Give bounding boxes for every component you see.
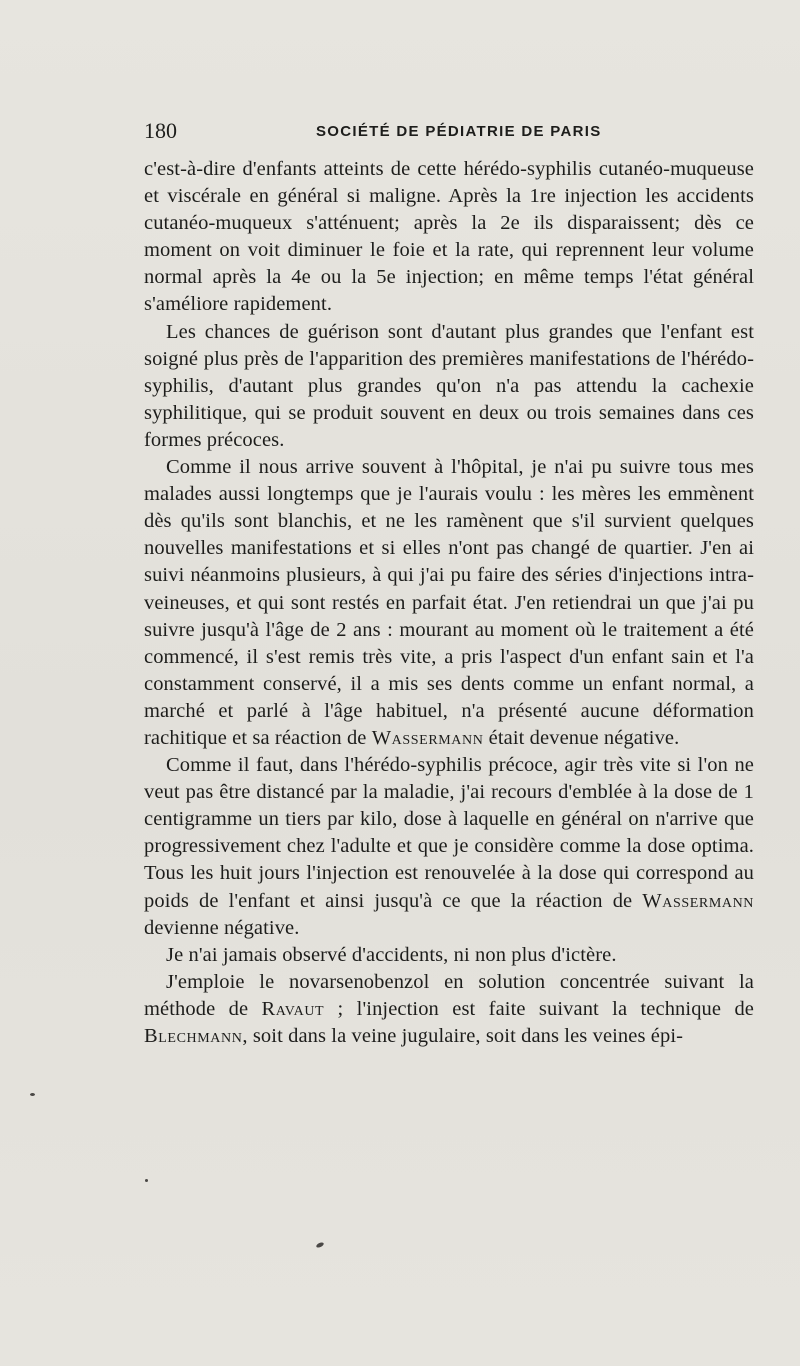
paragraph-2	[144, 319, 754, 454]
paragraph-2-text: Les chances de guérison sont d'autant plus grandes que l'enfant est soigné plus près de l'apparition des premières manifestations de l'hérédo-syphilis, d'autant plus grandes qu'on n'a pas attendu la cachexie syphilitique, qui se produit souvent en deux ou trois semaines dans ces formes précoces.	[144, 320, 754, 451]
paragraph-1	[144, 156, 754, 319]
paragraph-6-text-a: J'emploie le novarsenobenzol en solution concentrée suivant la méthode de	[144, 970, 754, 1020]
page-header	[144, 118, 754, 144]
paragraph-3-text-a: Comme il nous arrive souvent à l'hôpital, je n'ai pu suivre tous mes malades aussi longtemps que je l'aurais voulu : les mères les emmènent dès qu'ils sont blanchis, et ne les ramènent que s'il survient quelques nouvelles manifestations et si elles n'ont pas changé de quartier. J'en ai suivi néanmoins plusieurs, à qui j'ai pu faire des séries d'injections intra-veineuses, et qui sont restés en parfait état. J'en retiendrai un que j'ai pu suivre jusqu'à l'âge de 2 ans : mourant au moment où le traitement a été commencé, il s'est remis très vite, a pris l'aspect d'un enfant sain et l'a constamment conservé, il a mis ses dents comme un enfant normal, a marché et parlé à l'âge habituel, n'a présenté aucune déformation rachitique et sa réaction de	[144, 456, 754, 749]
paragraph-1-text: c'est-à-dire d'enfants atteints de cette hérédo-syphilis cutanéo-muqueuse et viscérale en général si maligne. Après la 1re injection les accidents cutanéo-muqueux s'atténuent; après la 2e ils disparaissent; dès ce moment on voit diminuer le foie et la rate, qui reprennent leur volume normal après la 4e ou la 5e injection; en même temps l'état général s'améliore rapidement.	[144, 158, 754, 316]
running-title: SOCIÉTÉ DE PÉDIATRIE DE PARIS	[316, 123, 602, 140]
paragraph-5-text: Je n'ai jamais observé d'accidents, ni non plus d'ictère.	[166, 943, 617, 966]
author-name-ravaut: Ravaut	[261, 997, 325, 1020]
page-number: 180	[144, 118, 177, 143]
print-speck	[145, 1179, 148, 1182]
paragraph-4-text-b: devienne négative.	[144, 916, 300, 939]
print-speck	[30, 1093, 35, 1096]
paragraph-5	[144, 942, 754, 969]
author-name-blechmann: Blechmann	[144, 1025, 243, 1047]
paragraph-6-text-c: , soit dans la veine jugulaire, soit dans les veines épi-	[242, 1025, 684, 1047]
paragraph-4-text-a: Comme il faut, dans l'hérédo-syphilis précoce, agir très vite si l'on ne veut pas être distancé par la maladie, j'ai recours d'emblée à la dose de 1 centigramme un tiers par kilo, dose à laquelle en général on n'arrive que progressivement chez l'adulte et que je considère comme la dose optima. Tous les huit jours l'injection est renouvelée à la dose qui correspond au poids de l'enfant et ainsi jusqu'à ce que la réaction de	[144, 754, 754, 912]
print-speck	[316, 1241, 325, 1248]
author-name-wassermann: Wassermann	[371, 726, 484, 749]
paragraph-6-text-b: ; l'injection est faite suivant la technique de	[324, 997, 754, 1020]
paragraph-3	[144, 454, 754, 752]
body-text	[144, 156, 754, 1050]
paragraph-3-text-b: était devenue négative.	[483, 726, 680, 749]
paragraph-4	[144, 752, 754, 942]
author-name-wassermann: Wassermann	[642, 889, 754, 912]
paragraph-6	[144, 969, 754, 1050]
